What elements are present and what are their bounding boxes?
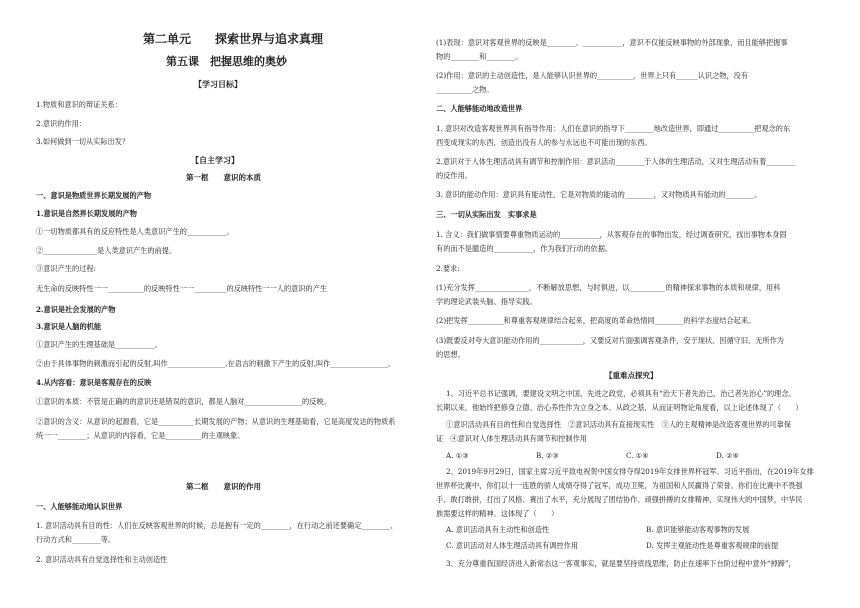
right-page: [430, 0, 860, 608]
text-line: 学的理论武装头脑、指导实践。: [436, 297, 537, 306]
frame2-title: 第二框 意识的作用: [186, 482, 261, 491]
question-text: 手、敢打敢拼，打出了风格、赛出了水平，充分展现了团结协作、顽强拼搏的女排精神，实现伟大的中国梦，中华民: [436, 495, 803, 504]
lesson-title: 第五课 把握思维的奥妙: [166, 55, 287, 68]
text-line: (1)充分发挥_______________，不断解放思想，与时俱进，以__________的精神探求事物的本质和规律，用科: [436, 283, 781, 292]
option-c: C. ①④: [626, 451, 649, 460]
unit-title: 第二单元 探索世界与追求真理: [143, 32, 324, 46]
option-a: A. 意识活动具有主动性和创造性: [446, 525, 550, 534]
text-line: 2.意识对于人体生理活动具有调节和控制作用：意识活动________于人体的生理活动，又对生理活动有着________: [436, 157, 796, 166]
text-line: 西变成现实的东西，创造出没有人的参与永远也不可能出现的东西。: [436, 138, 652, 147]
text-line: 有的而不是臆造的___________，作为我们行动的依据。: [436, 244, 613, 253]
question-text: 3、充分尊重我国经济进入新常态这一客观事实，就是要坚持底线思维，防止在速率下台阶过程中意外“掉蹄”，: [446, 559, 796, 568]
text-line: ②意识的含义：从意识的起源看，它是__________长期发展的产物；从意识的生理基础看，它是高度发达的物质系: [36, 417, 396, 426]
option-b: B. 意识能够能动客观事物的发展: [646, 525, 750, 534]
text-line: 1. 含义：我们做事情要尊重物质运动的___________，从客观存在的事物出发，经过调查研究，找出事物本身固: [436, 230, 787, 239]
subsection-title: 2.意识是社会发展的产物: [36, 305, 116, 314]
text-line: (2)作用：意识的主动创造性，是人能够认识世界的__________，世界上只有______认识之物，没有: [436, 71, 749, 80]
option-b: B. ②③: [536, 451, 559, 460]
text-line: __________之物。: [436, 85, 494, 94]
goal-item: 1.物质和意识的辩证关系：: [36, 100, 122, 109]
subsection-title: 4.从内容看：意识是客观存在的反映: [36, 378, 152, 387]
text-line: 1. 意识对改造客观世界具有指导作用：人们在意识的指导下________地改造世界，即通过__________把观念的东: [436, 124, 791, 133]
text-line: 2. 意识活动具有自觉选择性和主动创造性: [36, 555, 168, 564]
text-line: (2)把发挥__________和尊重客观规律结合起来，把高度的革命热情同________的科学态度结合起来。: [436, 316, 756, 325]
option-text: 证 ④意识对人体生理活动具有调节和控制作用: [436, 434, 587, 443]
option-d: D. ②④: [716, 451, 739, 460]
subsection-title: 3.意识是人脑的机能: [36, 322, 102, 331]
section-title: 三、一切从实际出发 实事求是: [436, 210, 537, 219]
goal-item: 3.如何做到一切从实际出发？: [36, 137, 130, 146]
option-c: C. 意识活动对人体生理活动具有调控作用: [446, 541, 579, 550]
text-line: (3)既要反对夸大意识能动作用的____________，又要反对片面强调客观条件，安于现状、因循守旧、无所作为: [436, 336, 784, 345]
option-a: A. ①③: [446, 451, 469, 460]
text-line: 的思想。: [436, 350, 465, 359]
question-text: 2、2019年9月29日，国家主席习近平致电祝贺中国女排夺得2019年女排世界杯冠军。习近平指出，在2019年女排: [446, 467, 814, 476]
text-line: 的反作用。: [436, 171, 472, 180]
frame1-title: 第一框 意识的本质: [186, 173, 261, 182]
goal-item: 2.意识的作用：: [36, 119, 86, 128]
text-line: ②由于具体事物的刺激而引起的反射,叫作________________,在语言的刺激下产生的反射,叫作________________。: [36, 359, 396, 368]
key-points-heading: 【重难点探究】: [605, 371, 658, 380]
text-line: ①意识产生的生理基础是___________。: [36, 340, 162, 349]
text-line: 2.要求:: [436, 264, 460, 273]
option-d: D. 发挥主观能动性是尊重客观规律的前提: [646, 541, 779, 550]
question-text: 世界杯比赛中，你们以十一连胜的骄人成绩夺得了冠军，成功卫冕，为祖国和人民赢得了荣誉。你们在比赛中不畏强: [436, 481, 803, 490]
section-title: 一、人能够能动地认识世界: [36, 502, 123, 511]
text-line: 物的________和________。: [436, 52, 523, 61]
text-line: 统一一________；从意识的内容看，它是__________的主观映象。: [36, 431, 245, 440]
text-line: 3. 意识的能动作用：意识具有能动性，它是对物质的能动的________，又对物质具有能动的________。: [436, 190, 762, 199]
text-line: ③意识产生的过程:: [36, 264, 96, 273]
text-line: ①意识的本质：不管是正确的的意识还是错误的意识，都是人脑对________________的反映。: [36, 397, 331, 406]
section-title: 一、意识是物质世界长期发展的产物: [36, 191, 152, 200]
question-text: 长期以来，他始终把修身立德、治心养性作为立身之本、从政之基，从而证明物论角度看，以上论述体现了（ ）: [436, 403, 803, 412]
text-line: (1)表现：意识对客观世界的反映是________、___________，意识不仅能反映事物的外部现象，而且能够把握事: [436, 38, 788, 47]
text-line: 行动方式和________等。: [36, 535, 116, 544]
text-line: 无生命的反映特性一一__________的反映特性一一_________的反映特性一一人的意识的产生: [36, 284, 328, 293]
goals-heading: 【学习目标】: [194, 80, 242, 89]
question-text: 族需要这样的精神。这体现了（ ）: [436, 509, 559, 518]
section-title: 二、人能够能动地改造世界: [436, 104, 523, 113]
subsection-title: 1.意识是自然界长期发展的产物: [36, 209, 137, 218]
text-line: ②_______________是人类意识产生的前提。: [36, 246, 177, 255]
question-text: 1、习近平总书记强调，要建设文明之中国，先进之政党，必须具有“治天下者先治己，治己者先治心”的理念。: [446, 389, 796, 398]
text-line: 1. 意识活动具有目的性：人们在反映客观世界的时候，总是抱有一定的________，在行动之前还要确定________、: [36, 521, 398, 530]
text-line: ①一切物质都具有的反应特性是人类意识产生的___________。: [36, 227, 234, 236]
option-text: ①意识活动具有目的性和自觉选择性 ②意识活动具有直接现实性 ③人的主观精神是改造客观世界的可靠保: [446, 420, 792, 429]
self-study-heading: 【自主学习】: [191, 156, 239, 165]
